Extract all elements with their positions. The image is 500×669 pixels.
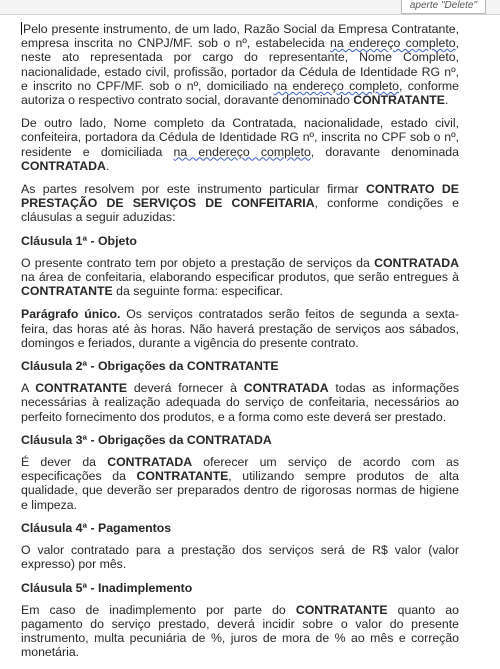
- document-body[interactable]: [21, 22, 459, 669]
- delete-hint-tooltip: aperte "Delete": [401, 0, 486, 14]
- clause-3-heading: Cláusula 3ª - Obrigações da CONTRATADA: [21, 432, 272, 447]
- clause-4-heading: Cláusula 4ª - Pagamentos: [21, 520, 172, 535]
- editor-toolbar-strip: [0, 0, 500, 15]
- agreement-paragraph: As partes resolvem por este instrumento particular firmar CONTRATO DE PRESTAÇÃO DE SERVIÇOS DE CONFEITARIA, conforme condições e cláusulas a seguir aduzidas:: [21, 182, 459, 225]
- spelling-flag-2[interactable]: na endereço completo: [273, 78, 400, 93]
- contratada-paragraph: De outro lado, Nome completo da Contratada, nacionalidade, estado civil, confeiteira, portadora da Cédula de Identidade RG nº, inscrita no CPF sob o nº, residente e domiciliada na endereço completo, doravante denominada CONTRATADA.: [21, 116, 459, 173]
- text-cursor: [21, 22, 22, 35]
- spelling-flag-3[interactable]: na endereço completo: [173, 144, 311, 159]
- intro-paragraph: Pelo presente instrumento, de um lado, Razão Social da Empresa Contratante, empresa inscrita no CNPJ/MF. sob o nº, estabelecida na endereço completo, neste ato representada por cargo do representante, Nome Completo, nacionalidade, estado civil, profissão, portador da Cédula de Identidade RG nº, e inscrito no CPF/MF. sob o nº, domiciliado na endereço completo, conforme autoriza o respectivo contrato social, doravante denominado CONTRATANTE.: [21, 22, 460, 108]
- clause-1-heading: Cláusula 1ª - Objeto: [21, 233, 137, 248]
- clause-2-heading: Cláusula 2ª - Obrigações da CONTRATANTE: [21, 359, 279, 374]
- clause-2-text: A CONTRATANTE deverá fornecer à CONTRATADA todas as informações necessárias à realização adequada do serviço de confeitaria, necessários ao perfeito fornecimento dos produtos, e a forma como este deverá ser prestado.: [21, 381, 459, 424]
- clause-3-text: É dever da CONTRATADA oferecer um serviço de acordo com as especificações da CONTRATANTE, utilizando sempre produtos de alta qualidade, que deverão ser preparados dentro de rigorosas normas de higiene e limpeza.: [21, 455, 460, 512]
- clause-4-text: O valor contratado para a prestação dos serviços será de R$ valor (valor expresso) por mês.: [21, 543, 459, 572]
- spelling-flag-1[interactable]: na endereço completo: [330, 36, 456, 51]
- clause-5-text: Em caso de inadimplemento por parte do CONTRATANTE quanto ao pagamento do serviço prestado, deverá incidir sobre o valor do presente instrumento, multa pecuniária de %, juros de mora de % ao mês e correção monetária.: [21, 602, 459, 660]
- paragrafo-unico: Parágrafo único. Os serviços contratados serão feitos de segunda a sexta-feira, das horas até às horas. Não haverá prestação de serviços aos sábados, domingos e feriados, durante a vigência do presente contrato.: [21, 307, 460, 350]
- clause-5-heading: Cláusula 5ª - Inadimplemento: [21, 580, 193, 595]
- clause-1-text: O presente contrato tem por objeto a prestação de serviços da CONTRATADA na área de confeitaria, elaborando especificar produtos, que serão entregues à CONTRATANTE da seguinte forma: especificar.: [21, 255, 459, 299]
